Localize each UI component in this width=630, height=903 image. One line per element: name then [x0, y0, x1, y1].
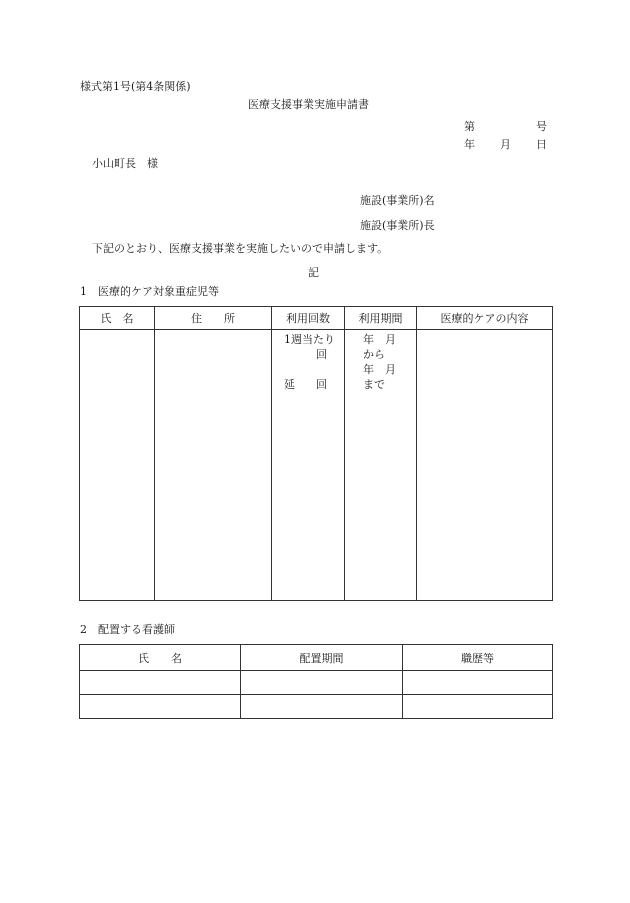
facility-head-label: 施設(事業所)長	[360, 219, 435, 232]
column-header-name: 氏 名	[80, 307, 155, 330]
cell-name[interactable]	[80, 330, 155, 601]
until-label: まで	[363, 378, 385, 391]
total-label: 延	[284, 378, 295, 391]
number-prefix: 第	[464, 120, 475, 133]
cell-address[interactable]	[155, 330, 272, 601]
from-label: から	[363, 348, 385, 361]
section1-heading: 1 医療的ケア対象重症児等	[80, 285, 219, 298]
cell-usage-period[interactable]	[345, 330, 417, 601]
addressee: 小山町長 様	[92, 157, 158, 170]
end-year-label: 年	[363, 363, 374, 376]
date-month: 月	[500, 138, 511, 151]
number-suffix: 号	[536, 120, 547, 133]
cell-care-content[interactable]	[417, 330, 553, 601]
end-month-label: 月	[385, 363, 396, 376]
date-day: 日	[536, 138, 547, 151]
cell-usage-count[interactable]	[272, 330, 345, 601]
per-week-times-label: 回	[316, 348, 327, 361]
ki-marker: 記	[308, 266, 319, 279]
column-header-usage-count: 利用回数	[272, 307, 345, 330]
column-header-career: 職歴等	[403, 645, 553, 671]
cell-placement-period[interactable]	[241, 671, 403, 695]
table-row	[80, 695, 553, 719]
cell-nurse-name[interactable]	[80, 695, 241, 719]
nurse-table	[79, 644, 553, 719]
column-header-address: 住 所	[155, 307, 272, 330]
form-number: 様式第1号(第4条関係)	[80, 80, 191, 93]
document-title: 医療支援事業実施申請書	[248, 98, 369, 111]
table-row	[80, 671, 553, 695]
column-header-care-content: 医療的ケアの内容	[417, 307, 553, 330]
total-times-label: 回	[316, 378, 327, 391]
column-header-nurse-name: 氏 名	[80, 645, 241, 671]
cell-nurse-name[interactable]	[80, 671, 241, 695]
cell-career[interactable]	[403, 671, 553, 695]
cell-placement-period[interactable]	[241, 695, 403, 719]
column-header-usage-period: 利用期間	[345, 307, 417, 330]
cell-career[interactable]	[403, 695, 553, 719]
start-month-label: 月	[385, 333, 396, 346]
body-text: 下記のとおり、医療支援事業を実施したいので申請します。	[92, 242, 389, 255]
date-year: 年	[464, 138, 475, 151]
section2-heading: 2 配置する看護師	[80, 623, 175, 636]
start-year-label: 年	[363, 333, 374, 346]
care-subject-table	[79, 306, 553, 601]
column-header-placement-period: 配置期間	[241, 645, 403, 671]
per-week-label: 1週当たり	[284, 333, 335, 346]
facility-name-label: 施設(事業所)名	[360, 194, 435, 207]
